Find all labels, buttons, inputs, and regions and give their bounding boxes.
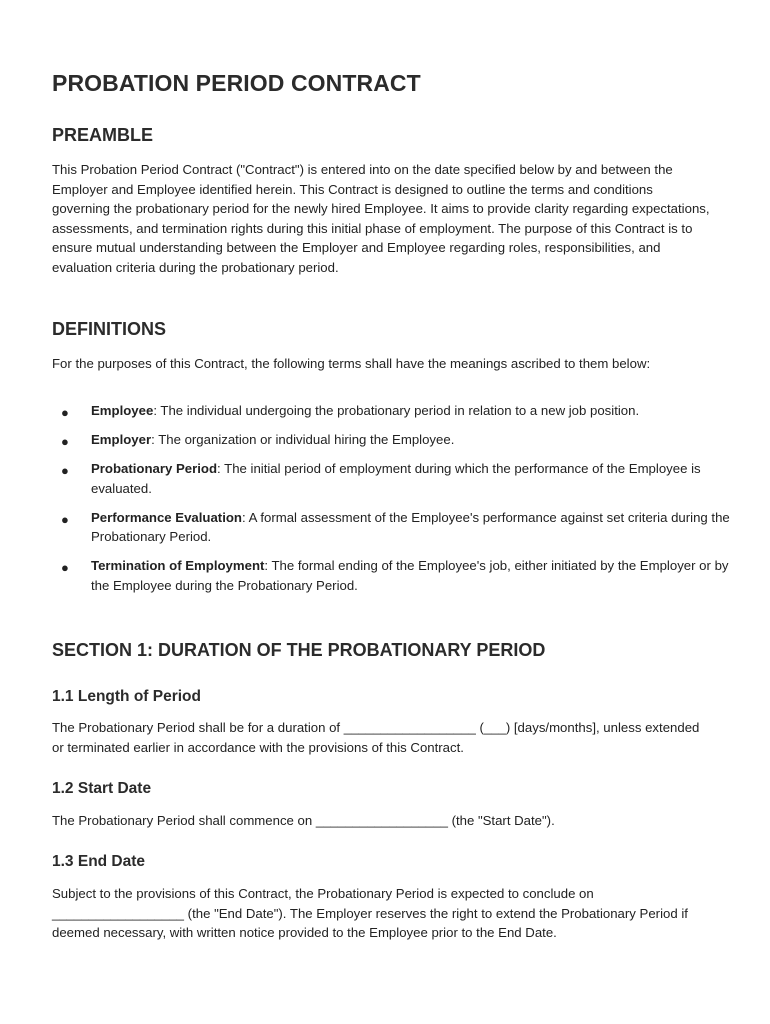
definition-term: Probationary Period (91, 461, 218, 476)
definition-term: Employer (91, 432, 152, 447)
list-item (52, 430, 732, 450)
definitions-intro: For the purposes of this Contract, the following terms shall have the meanings ascribed to them below: (52, 356, 651, 371)
definition-desc: : The individual undergoing the probationary period in relation to a new job position. (153, 403, 640, 418)
section1-heading: SECTION 1: DURATION OF THE PROBATIONARY PERIOD (52, 640, 546, 660)
bullet-icon: ● (61, 405, 69, 420)
definitions-list (52, 401, 732, 605)
bullet-icon: ● (61, 434, 69, 449)
section1-2-text: The Probationary Period shall commence on __________________ (the "Start Date"). (52, 813, 555, 828)
list-item (52, 556, 732, 595)
definition-term: Performance Evaluation (91, 509, 242, 525)
definition-desc: : The formal ending of the Employee's job, either initiated by the Employer or by the Employee during the Probationary Period. (91, 558, 729, 593)
section1-1-text: The Probationary Period shall be for a duration of __________________ (___) [days/months], unless extended or terminated earlier in accordance with the provisions of this Contract. (52, 720, 700, 755)
section1-3-text: Subject to the provisions of this Contract, the Probationary Period is expected to conclude on __________________ (the "End Date"). The Employer reserves the right to extend the Probationary Period if deemed necessary, with written notice provided to the Employee prior to the End Date. (52, 886, 688, 940)
definition-desc: : The organization or individual hiring the Employee. (151, 432, 455, 447)
section1-1-heading: 1.1 Length of Period (52, 688, 201, 705)
preamble-text: This Probation Period Contract ("Contract") is entered into on the date specified below by and between the Employer and Employee identified herein. This Contract is designed to outline the terms and conditions governing the probationary period for the newly hired Employee. It aims to provide clarity regarding expectations, assessments, and termination rights during this initial phase of employment. The purpose of this Contract is to ensure mutual understanding between the Employer and Employee regarding roles, responsibilities, and evaluation criteria during the probationary period. (52, 162, 710, 275)
list-item (52, 401, 732, 421)
preamble-heading: PREAMBLE (52, 125, 154, 145)
bullet-icon: ● (61, 463, 69, 478)
bullet-icon: ● (61, 560, 69, 575)
definition-term: Employee (91, 403, 154, 418)
definition-desc: : The initial period of employment during which the performance of the Employee is evaluated. (91, 461, 701, 496)
definitions-heading: DEFINITIONS (52, 319, 167, 339)
document-title: PROBATION PERIOD CONTRACT (52, 70, 421, 96)
definition-desc: : A formal assessment of the Employee's performance against set criteria during the Probationary Period. (91, 509, 730, 544)
section1-3-heading: 1.3 End Date (52, 853, 146, 870)
bullet-icon: ● (61, 511, 69, 527)
list-item (52, 459, 732, 498)
definition-term: Termination of Employment (91, 558, 265, 573)
section1-2-heading: 1.2 Start Date (52, 780, 152, 797)
list-item (52, 508, 732, 547)
